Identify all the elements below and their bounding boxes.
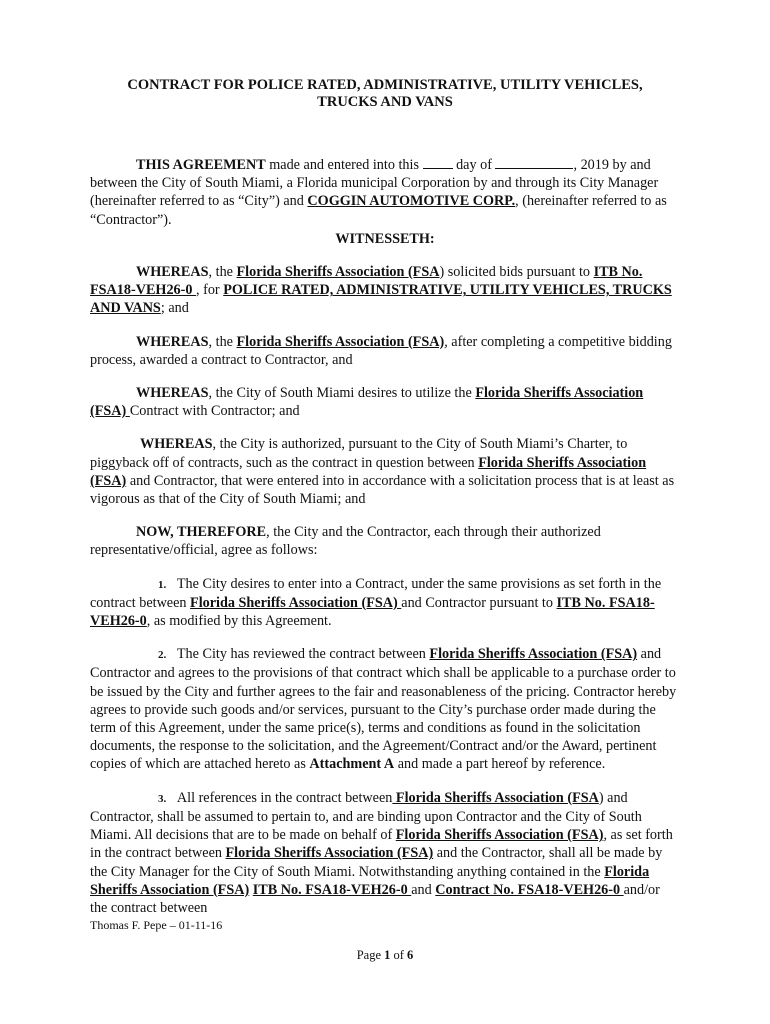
- attachment-reference: Attachment A: [309, 756, 395, 773]
- witnesseth-heading: WITNESSETH:: [335, 230, 435, 247]
- section1-text-1: The City desires to enter into a Contract, under the same provisions as set forth in the contract between: [90, 575, 662, 611]
- fsa-reference: Florida Sheriffs Association (FSA): [225, 845, 434, 862]
- whereas3-text-1: , the City of South Miami desires to utilize the: [208, 385, 476, 402]
- this-agreement-label: THIS AGREEMENT: [136, 157, 266, 173]
- whereas-label: WHEREAS: [136, 333, 209, 350]
- page-label: Page: [356, 948, 385, 962]
- section-number: 3.: [158, 792, 167, 805]
- intro-text-2: day of: [452, 157, 496, 173]
- fsa-reference: Florida Sheriffs Association (FSA): [90, 454, 647, 489]
- contract-number-reference: Contract No. FSA18-VEH26-0: [435, 881, 624, 898]
- whereas1-text-3: , for: [196, 282, 224, 299]
- whereas2-text-1: , the: [208, 333, 237, 350]
- section3-text-3: , as set forth in the contract between: [90, 827, 673, 862]
- whereas-paragraph-2: [90, 333, 680, 369]
- section1-text-3: , as modified by this Agreement.: [146, 613, 332, 630]
- whereas-label: WHEREAS: [136, 385, 209, 402]
- fsa-reference: Florida Sheriffs Association (FSA): [190, 594, 402, 611]
- now-therefore-paragraph: [90, 523, 680, 559]
- whereas-paragraph-1: [90, 263, 680, 318]
- itb-reference: ITB No. FSA18-VEH26-0: [90, 594, 655, 630]
- month-blank: [495, 155, 573, 169]
- contractor-name: COGGIN AUTOMOTIVE CORP.: [307, 193, 516, 210]
- section-1: [90, 575, 680, 631]
- whereas4-text-1: , the City is authorized, pursuant to the City of South Miami’s Charter, to piggyback off of contracts, such as the contract in question between: [90, 436, 628, 471]
- whereas3-text-2: Contract with Contractor; and: [129, 403, 300, 420]
- whereas1-text-1: , the: [208, 264, 237, 281]
- whereas1-text-4: ; and: [160, 300, 189, 317]
- total-pages: 6: [407, 948, 414, 962]
- title-line-1: CONTRACT FOR POLICE RATED, ADMINISTRATIVE, UTILITY VEHICLES,: [127, 77, 643, 93]
- section-number: 1.: [158, 578, 167, 591]
- fsa-reference: Florida Sheriffs Association (FSA): [90, 863, 650, 898]
- section-number: 2.: [158, 649, 167, 662]
- section2-text-2: and Contractor and agrees to the provisions of that contract which shall be applicable to a purchase order to be issued by the City and further agrees to the fair and reasonableness of the pricing. Contractor hereby agrees to provide such goods and/or services, pursuant to the City’s purchase order made during the term of this Agreement, under the same price(s), terms and conditions as found in the solicitation documents, the response to the solicitation, and the Agreement/Contract and/or the Award, pertinent copies of which are attached hereto as: [90, 646, 677, 773]
- section3-text-6: and: [411, 881, 436, 898]
- whereas-label: WHEREAS: [140, 436, 213, 453]
- whereas-paragraph-3: [90, 384, 680, 420]
- intro-text-4: , (hereinafter referred to as “Contractor”).: [90, 193, 667, 228]
- page-number: [0, 948, 770, 963]
- fsa-reference: Florida Sheriffs Association (FSA: [392, 789, 599, 806]
- title-line-2: TRUCKS AND VANS: [317, 94, 453, 110]
- whereas2-text-2: , after completing a competitive bidding process, awarded a contract to Contractor, and: [90, 333, 672, 368]
- whereas-paragraph-4: [90, 435, 680, 508]
- now-therefore-text: , the City and the Contractor, each through their authorized representative/official, agree as follows:: [90, 524, 601, 559]
- section2-text-1: The City has reviewed the contract between: [176, 646, 430, 663]
- intro-text-1: made and entered into this: [265, 157, 423, 173]
- now-therefore-label: NOW, THEREFORE: [136, 524, 267, 541]
- section-3: [90, 789, 680, 917]
- intro-text-3: , 2019 by and between the City of South Miami, a Florida municipal Corporation by and through its City Manager (hereinafter referred to as “City”) and: [90, 157, 659, 210]
- section3-text-7: and/or the contract between: [90, 881, 660, 916]
- section1-text-2: and Contractor pursuant to: [401, 594, 557, 611]
- section-2: [90, 645, 680, 773]
- page-of: of: [390, 948, 408, 962]
- day-blank: [423, 155, 453, 169]
- section2-text-3: and made a part hereof by reference.: [394, 756, 606, 773]
- current-page: 1: [384, 948, 391, 962]
- footer-author-stamp: Thomas F. Pepe – 01-11-16: [90, 918, 223, 932]
- document-body: [90, 155, 680, 917]
- fsa-reference: Florida Sheriffs Association (FSA): [429, 646, 638, 663]
- document-title: [0, 77, 770, 111]
- contract-scope: POLICE RATED, ADMINISTRATIVE, UTILITY VEHICLES, TRUCKS AND VANS: [90, 282, 672, 317]
- itb-reference: ITB No. FSA18-VEH26-0: [90, 264, 643, 299]
- itb-reference: ITB No. FSA18-VEH26-0: [252, 881, 412, 898]
- fsa-reference: Florida Sheriffs Association (FSA): [236, 333, 445, 350]
- section3-text-4: and the Contractor, shall all be made by the City Manager for the City of South Miami. Notwithstanding anything contained in the: [90, 845, 663, 880]
- intro-paragraph: [90, 155, 680, 229]
- fsa-reference: Florida Sheriffs Association (FSA): [90, 385, 644, 420]
- fsa-reference: Florida Sheriffs Association (FSA): [395, 827, 604, 844]
- whereas-label: WHEREAS: [136, 264, 209, 281]
- section3-text-2: ) and Contractor, shall be assumed to pertain to, and are binding upon Contractor and the City of South Miami. All decisions that are to be made on behalf of: [90, 789, 642, 844]
- fsa-reference: Florida Sheriffs Association (FSA: [236, 264, 440, 281]
- whereas1-text-2: ) solicited bids pursuant to: [439, 264, 594, 281]
- whereas4-text-2: and Contractor, that were entered into in accordance with a solicitation process that is at least as vigorous as that of the City of South Miami; and: [90, 472, 675, 508]
- section3-text-1: All references in the contract between: [176, 789, 393, 806]
